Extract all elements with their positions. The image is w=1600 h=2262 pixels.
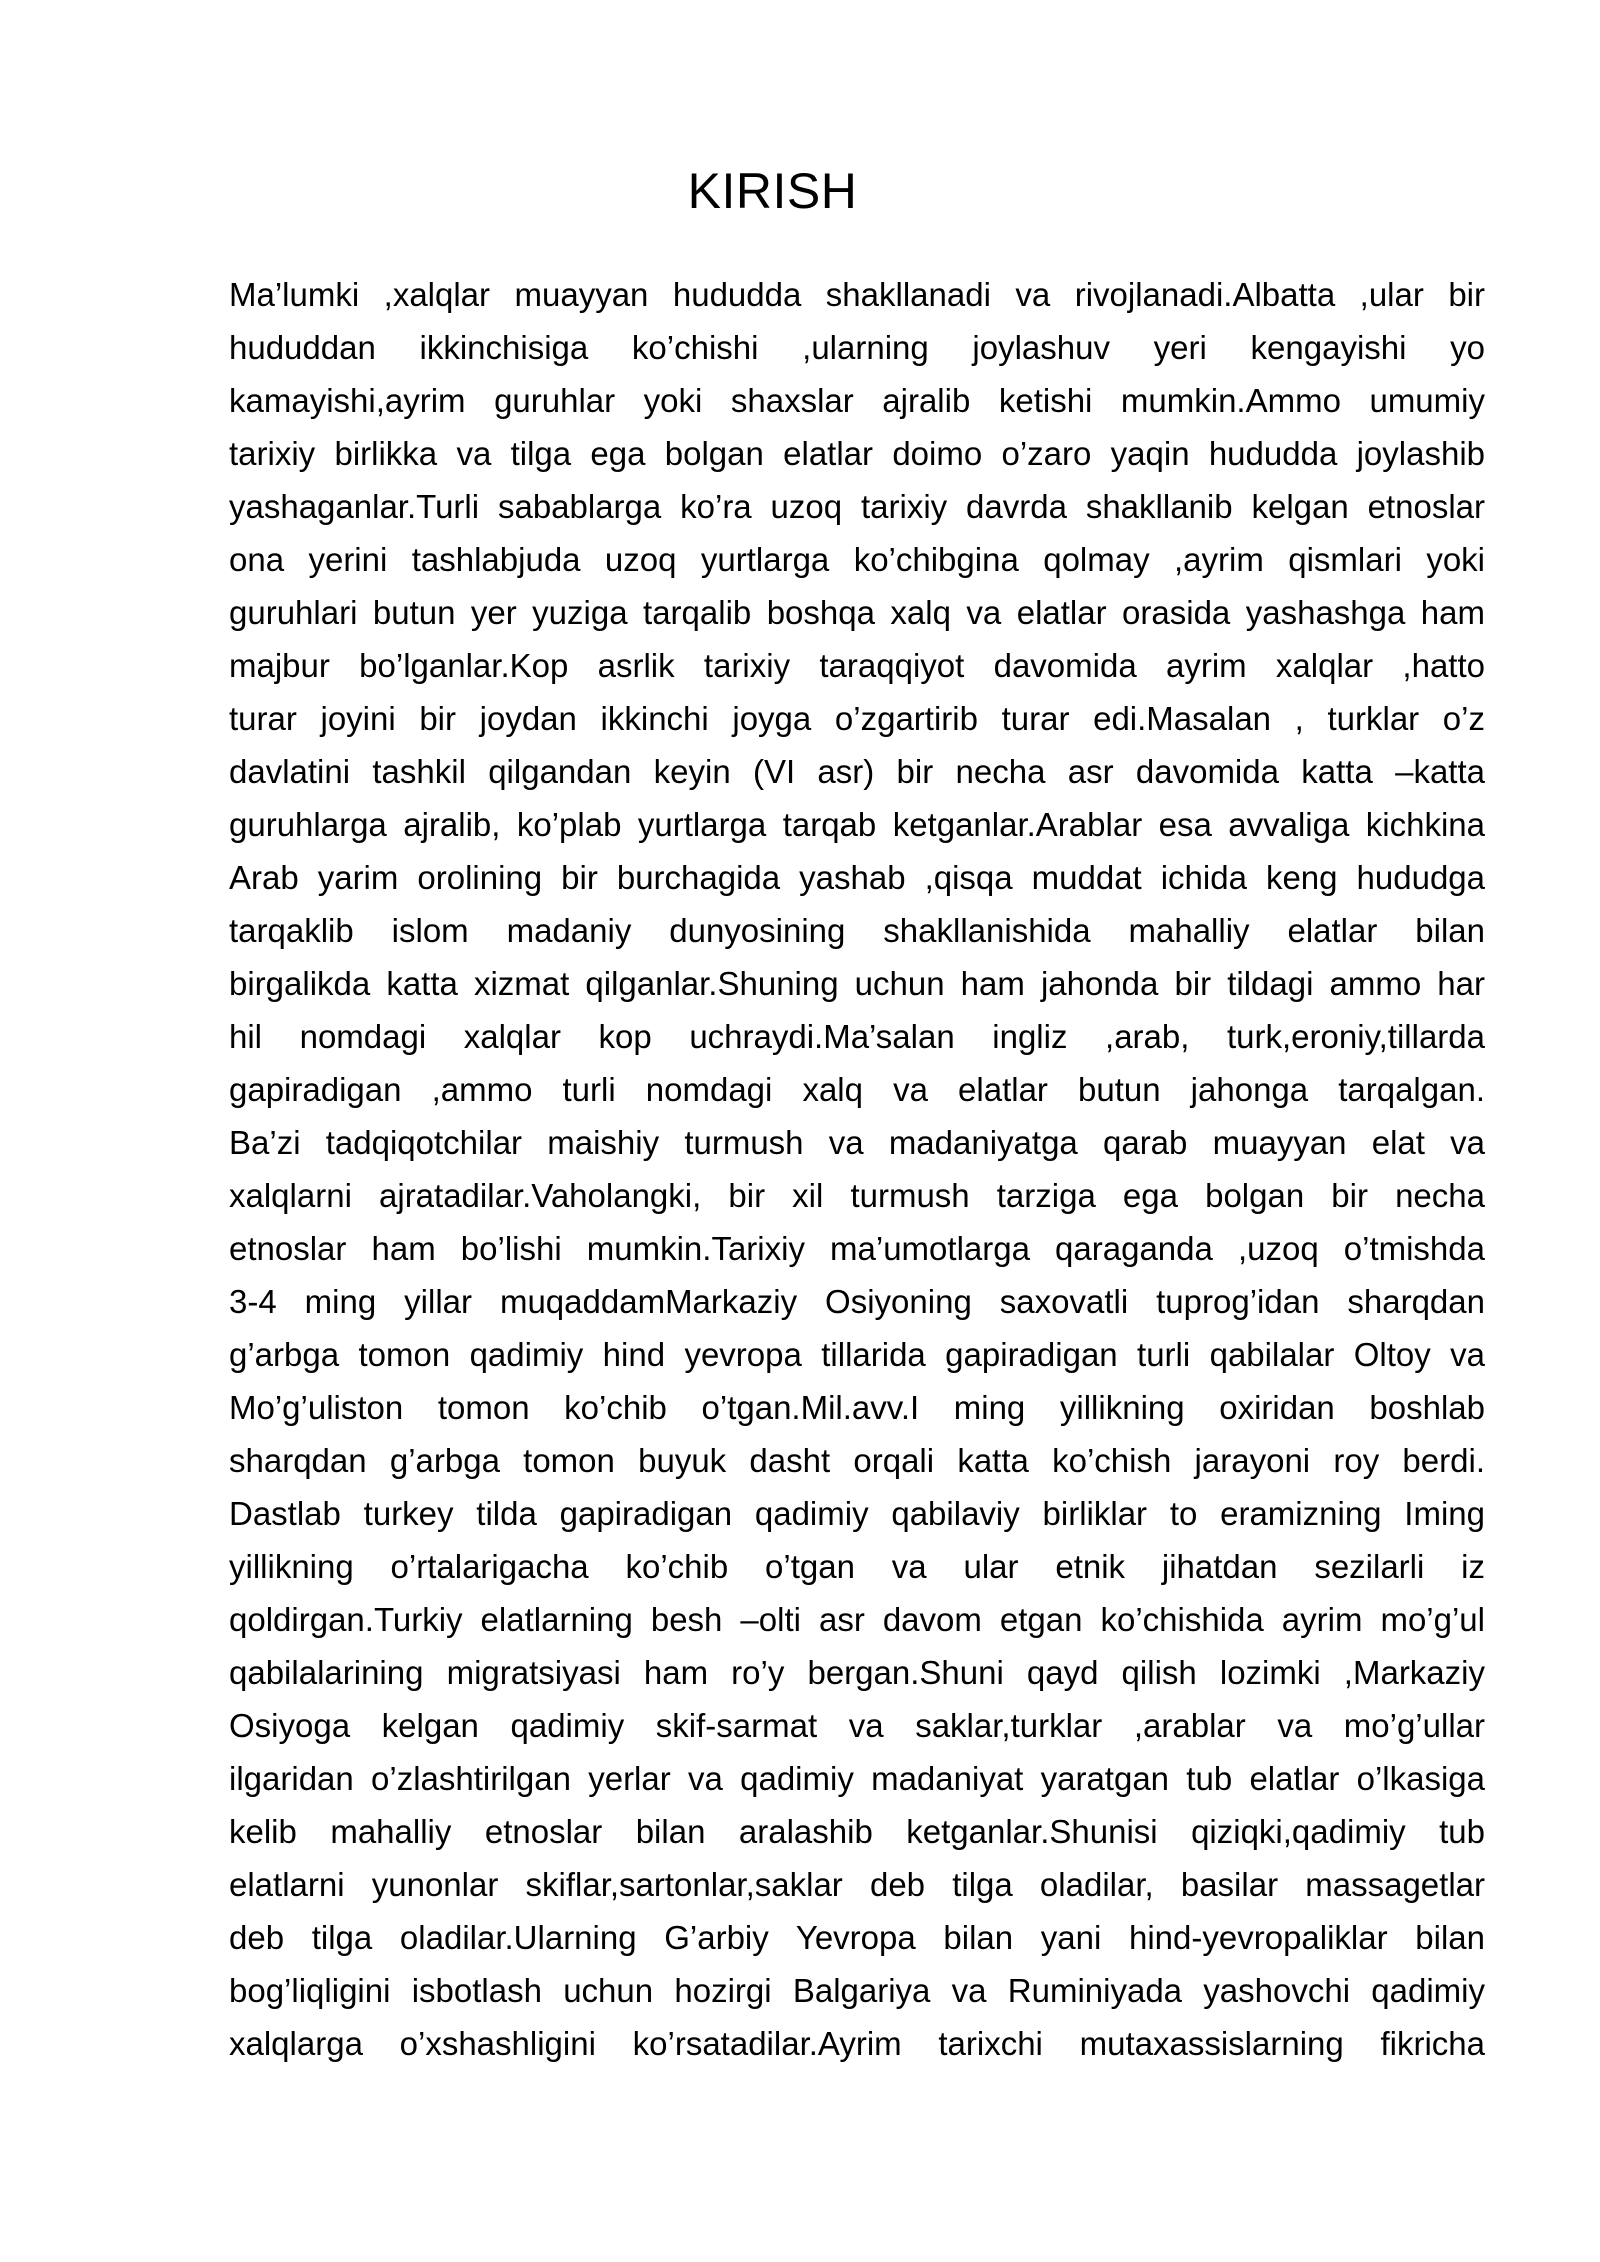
text-line: xalqlarni ajratadilar.Vaholangki, bir xil turmush tarziga ega bolgan bir necha	[229, 1177, 1485, 1214]
text-line: birgalikda katta xizmat qilganlar.Shuning uchun ham jahonda bir tildagi ammo har	[229, 965, 1485, 1002]
text-line: gapiradigan ,ammo turli nomdagi xalq va elatlar butun jahonga tarqalgan.	[229, 1071, 1485, 1108]
text-line: sharqdan g’arbga tomon buyuk dasht orqali katta ko’chish jarayoni roy berdi.	[229, 1442, 1485, 1479]
page-title: KIRISH	[687, 163, 858, 219]
text-line: kelib mahalliy etnoslar bilan aralashib ketganlar.Shunisi qiziqki,qadimiy tub	[229, 1813, 1485, 1850]
text-line: tarqaklib islom madaniy dunyosining shakllanishida mahalliy elatlar bilan	[229, 912, 1485, 949]
text-line: Dastlab turkey tilda gapiradigan qadimiy qabilaviy birliklar to eramizning Iming	[229, 1495, 1485, 1532]
text-line: etnoslar ham bo’lishi mumkin.Tarixiy ma’umotlarga qaraganda ,uzoq o’tmishda	[229, 1230, 1485, 1267]
text-line: turar joyini bir joydan ikkinchi joyga o’zgartirib turar edi.Masalan , turklar o’z	[229, 700, 1485, 737]
text-line: qoldirgan.Turkiy elatlarning besh –olti asr davom etgan ko’chishida ayrim mo’g’ul	[229, 1601, 1485, 1638]
text-line: majbur bo’lganlar.Kop asrlik tarixiy taraqqiyot davomida ayrim xalqlar ,hatto	[229, 647, 1485, 684]
text-line: hududdan ikkinchisiga ko’chishi ,ularning joylashuv yeri kengayishi yo	[229, 329, 1485, 366]
text-line: bog’liqligini isbotlash uchun hozirgi Balgariya va Ruminiyada yashovchi qadimiy	[229, 1972, 1485, 2009]
text-line: Arab yarim orolining bir burchagida yashab ,qisqa muddat ichida keng hududga	[229, 859, 1485, 896]
text-line: ona yerini tashlabjuda uzoq yurtlarga ko’chibgina qolmay ,ayrim qismlari yoki	[229, 541, 1485, 578]
text-line: tarixiy birlikka va tilga ega bolgan elatlar doimo o’zaro yaqin hududda joylashib	[229, 435, 1485, 472]
text-line: Osiyoga kelgan qadimiy skif-sarmat va saklar,turklar ,arablar va mo’g’ullar	[229, 1707, 1485, 1744]
text-line: xalqlarga o’xshashligini ko’rsatadilar.Ayrim tarixchi mutaxassislarning fikricha	[229, 2025, 1485, 2062]
text-line: qabilalarining migratsiyasi ham ro’y bergan.Shuni qayd qilish lozimki ,Markaziy	[229, 1654, 1485, 1691]
text-line: g’arbga tomon qadimiy hind yevropa tillarida gapiradigan turli qabilalar Oltoy va	[229, 1336, 1485, 1373]
text-line: ilgaridan o’zlashtirilgan yerlar va qadimiy madaniyat yaratgan tub elatlar o’lkasiga	[229, 1760, 1485, 1797]
text-line: deb tilga oladilar.Ularning G’arbiy Yevropa bilan yani hind-yevropaliklar bilan	[229, 1919, 1485, 1956]
text-line: guruhlarga ajralib, ko’plab yurtlarga tarqab ketganlar.Arablar esa avvaliga kichkina	[229, 806, 1485, 843]
text-line: 3-4 ming yillar muqaddamMarkaziy Osiyoning saxovatli tuprog’idan sharqdan	[229, 1283, 1485, 1320]
body-paragraph	[229, 268, 1485, 2070]
text-line: yashaganlar.Turli sabablarga ko’ra uzoq tarixiy davrda shakllanib kelgan etnoslar	[229, 488, 1485, 525]
text-line: Ba’zi tadqiqotchilar maishiy turmush va madaniyatga qarab muayyan elat va	[229, 1124, 1485, 1161]
text-line: kamayishi,ayrim guruhlar yoki shaxslar ajralib ketishi mumkin.Ammo umumiy	[229, 382, 1485, 419]
text-line: elatlarni yunonlar skiflar,sartonlar,saklar deb tilga oladilar, basilar massagetlar	[229, 1866, 1485, 1903]
text-line: davlatini tashkil qilgandan keyin (VI asr) bir necha asr davomida katta –katta	[229, 753, 1485, 790]
text-line: guruhlari butun yer yuziga tarqalib boshqa xalq va elatlar orasida yashashga ham	[229, 594, 1485, 631]
text-line: Ma’lumki ,xalqlar muayyan hududda shakllanadi va rivojlanadi.Albatta ,ular bir	[229, 276, 1485, 313]
text-line: yillikning o’rtalarigacha ko’chib o’tgan va ular etnik jihatdan sezilarli iz	[229, 1548, 1485, 1585]
text-line: Mo’g’uliston tomon ko’chib o’tgan.Mil.avv.I ming yillikning oxiridan boshlab	[229, 1389, 1485, 1426]
text-line: hil nomdagi xalqlar kop uchraydi.Ma’salan ingliz ,arab, turk,eroniy,tillarda	[229, 1018, 1485, 1055]
